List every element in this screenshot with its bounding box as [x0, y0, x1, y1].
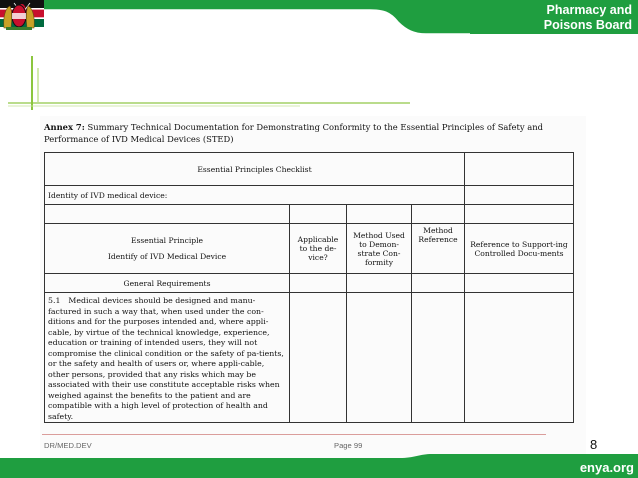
annex-heading: [44, 122, 564, 145]
header-method-used: Method Used to Demon-strate Con-formity: [347, 224, 412, 274]
slide-number: 8: [590, 437, 598, 452]
header-reference-docs: Reference to Support-ing Controlled Docu-ments: [465, 224, 574, 274]
requirement-row: [45, 293, 574, 423]
org-name: Pharmacy and Poisons Board: [543, 3, 632, 32]
empty-cell: [412, 293, 465, 423]
header-principle-line2: Identify of IVD Medical Device: [107, 252, 227, 261]
spacer-row: [45, 205, 574, 224]
empty-cell: [347, 274, 412, 293]
empty-cell: [347, 293, 412, 423]
requirement-cell: [45, 293, 290, 423]
header-principle-line1: Essential Principle: [130, 236, 204, 245]
header-row: [45, 224, 574, 274]
annex-label: Annex 7:: [44, 122, 85, 132]
empty-cell: [412, 205, 465, 224]
identity-row: [45, 186, 574, 205]
section-row: [45, 274, 574, 293]
footer-band: [0, 454, 638, 478]
annex-title: Summary Technical Documentation for Demonstrating Conformity to the Essential Principles of Safety and Performance of IVD Medical Devices (STED): [44, 122, 543, 144]
empty-cell: [412, 274, 465, 293]
empty-cell: [465, 186, 574, 205]
header-applicable: Applicable to the de-vice?: [290, 224, 347, 274]
empty-cell: [347, 205, 412, 224]
empty-cell: [465, 293, 574, 423]
kenya-coat-of-arms-icon: [0, 0, 38, 31]
requirement-text: Medical devices should be designed and manu-factured in such a way that, when used under the con-ditions and for the purposes intended and, where appli-cable, by virtue of the technical knowledge, experience, education or training of intended users, they will not compromise the clinical condition or the safety of pa-tients, or the safety and health of users or, where appli-cable, other persons, provided that any risks which may be associated with their use constitute acceptable risks when weighed against the benefits to the patient and are compatible with a high level of protection of health and safety.: [48, 296, 284, 421]
checklist-table: [44, 152, 574, 423]
empty-cell: [465, 153, 574, 186]
empty-cell: [290, 293, 347, 423]
website-link[interactable]: enya.org: [579, 460, 634, 475]
empty-cell: [290, 274, 347, 293]
header-band: [0, 0, 638, 34]
section-title: General Requirements: [45, 274, 290, 293]
document-page-number: Page 99: [334, 441, 363, 450]
requirement-number: 5.1: [48, 296, 61, 305]
identity-label: Identity of IVD medical device:: [45, 186, 465, 205]
document-code: DR/MED.DEV: [44, 441, 92, 450]
footer-band-shape: [0, 454, 638, 478]
document-page: [40, 116, 586, 460]
document-footer-rule: [42, 434, 546, 435]
empty-cell: [290, 205, 347, 224]
header-method-reference: Method Reference: [412, 224, 465, 274]
empty-cell: [45, 205, 290, 224]
empty-cell: [465, 205, 574, 224]
empty-cell: [465, 274, 574, 293]
header-essential-principle: [45, 224, 290, 274]
decorative-lines: [0, 50, 420, 110]
checklist-title: Essential Principles Checklist: [45, 153, 465, 186]
checklist-title-row: [45, 153, 574, 186]
